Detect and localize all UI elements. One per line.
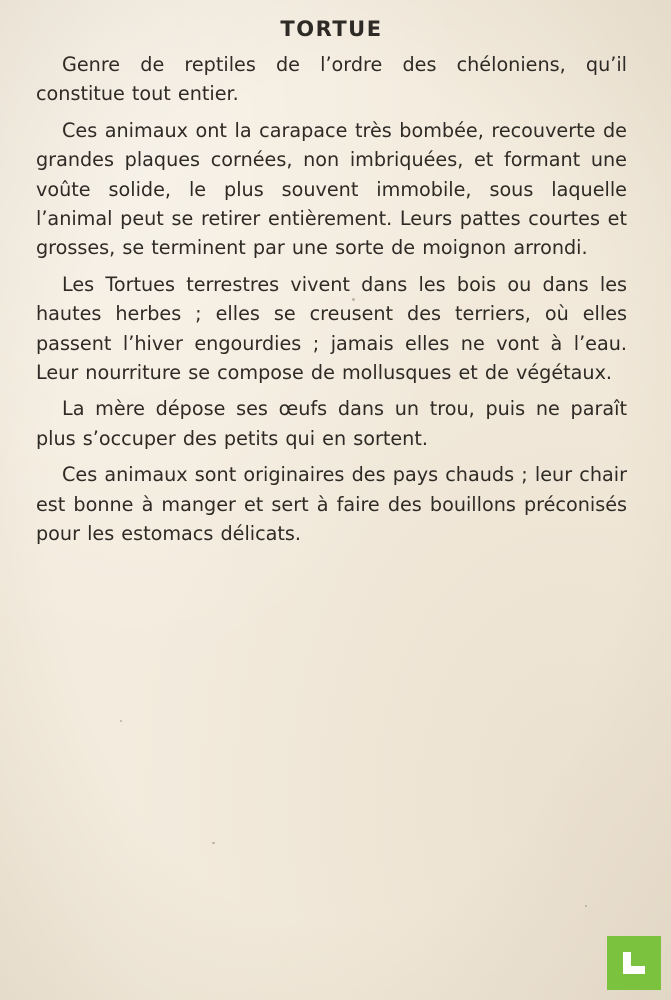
site-logo xyxy=(607,936,661,990)
paper-speck xyxy=(585,905,587,907)
paper-speck xyxy=(212,842,215,844)
paragraph-4: La mère dépose ses œufs dans un trou, puis ne paraît plus s’occuper des petits qui en sortent. xyxy=(36,397,627,450)
lastdodo-logo-icon xyxy=(619,948,649,978)
paragraph-1: Genre de reptiles de l’ordre des chéloniens, qu’il constitue tout entier. xyxy=(36,53,627,106)
card-title: TORTUE xyxy=(280,17,383,41)
paragraph-2: Ces animaux ont la carapace très bombée, recouverte de grandes plaques cornées, non imbriquées, et formant une voûte solide, le plus souvent immobile, sous laquelle l’animal peut se retirer entièrement. Leurs pattes courtes et grosses, se terminent par une sorte de moignon arrondi. xyxy=(36,118,627,260)
paper-speck xyxy=(352,298,355,301)
paragraph-5: Ces animaux sont originaires des pays chauds ; leur chair est bonne à manger et sert à faire des bouillons préconisés pour les estomacs délicats. xyxy=(36,463,627,546)
paragraph-3: Les Tortues terrestres vivent dans les bois ou dans les hautes herbes ; elles se creusent des terriers, où elles passent l’hiver engourdies ; jamais elles ne vont à l’eau. Leur nourriture se compose de mollusques et de végétaux. xyxy=(36,272,627,385)
paper-speck xyxy=(120,720,122,722)
